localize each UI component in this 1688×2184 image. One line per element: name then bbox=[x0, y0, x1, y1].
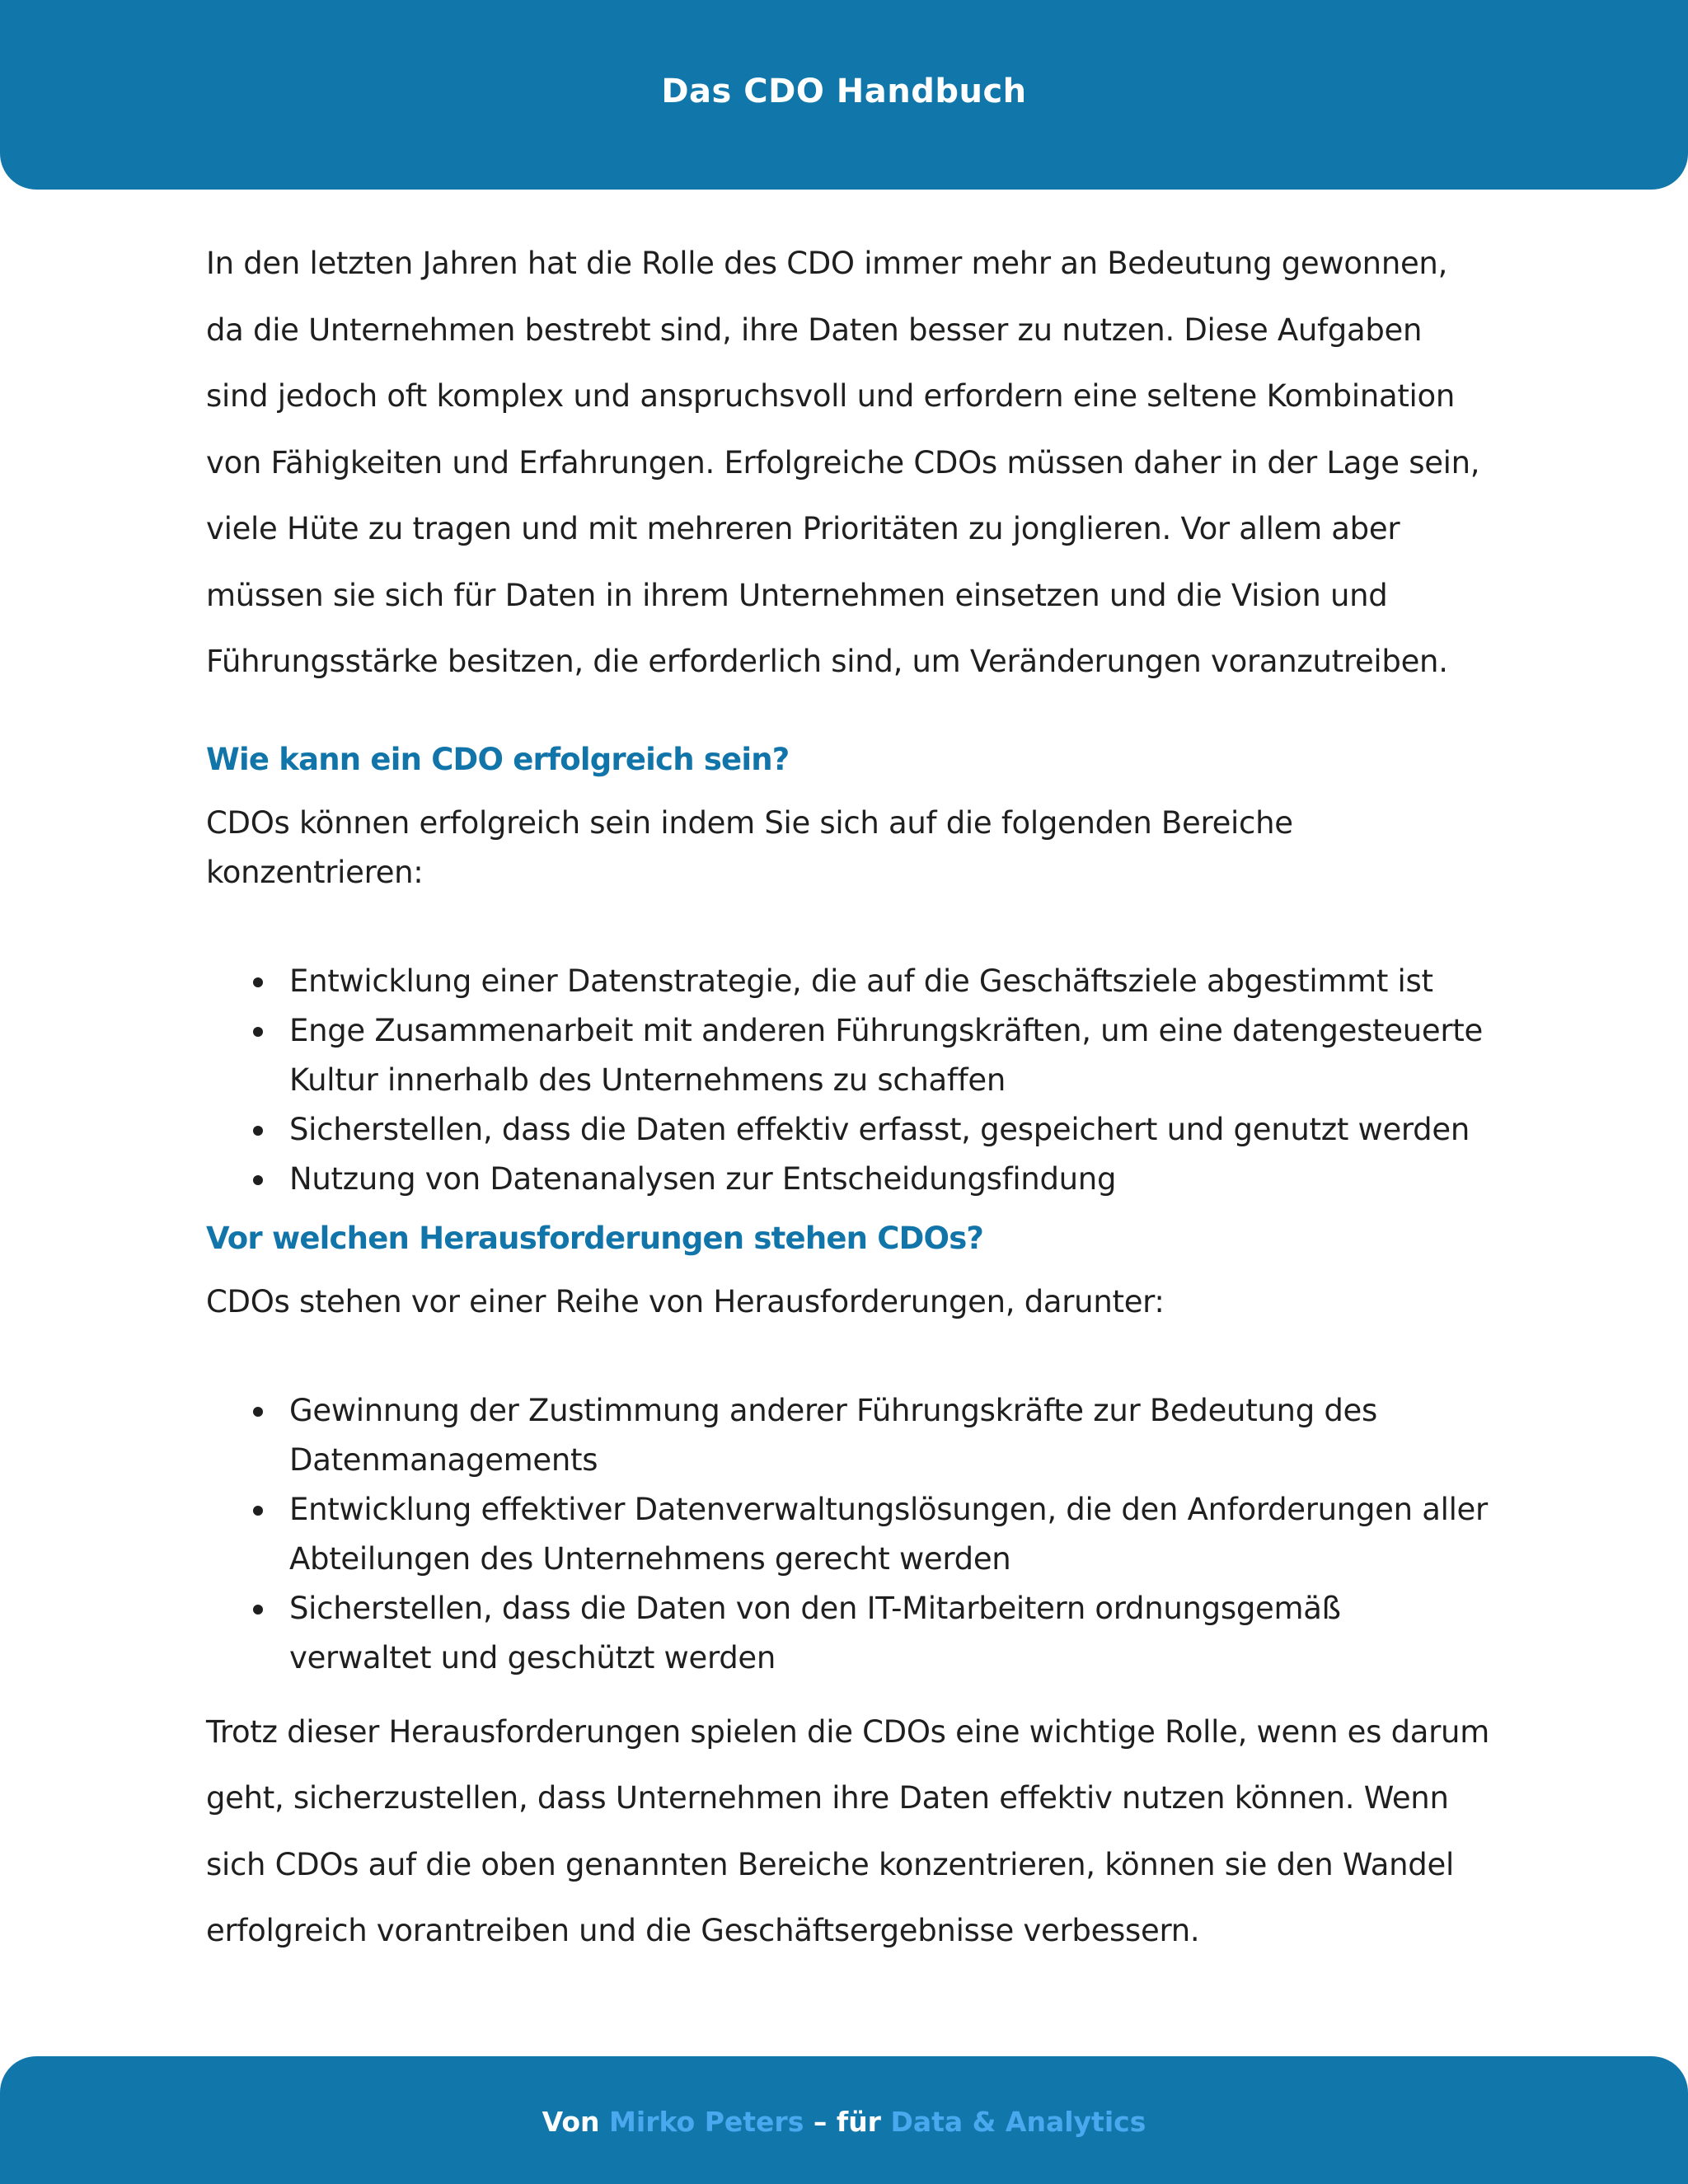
site-link[interactable]: Data & Analytics bbox=[890, 2106, 1146, 2138]
success-list bbox=[206, 957, 1492, 1204]
list-item: Entwicklung effektiver Datenverwaltungslösungen, die den Anforderungen aller Abteilungen des Unternehmens gerecht werden bbox=[206, 1485, 1492, 1584]
list-item: Sicherstellen, dass die Daten von den IT-Mitarbeitern ordnungsgemäß verwaltet und geschützt werden bbox=[206, 1584, 1492, 1683]
conclusion-paragraph: Trotz dieser Herausforderungen spielen die CDOs eine wichtige Rolle, wenn es darum geht, sicherzustellen, dass Unternehmen ihre Daten effektiv nutzen können. Wenn sich CDOs auf die oben genannten Bereiche konzentrieren, können sie den Wandel erfolgreich vorantreiben und die Geschäftsergebnisse verbessern. bbox=[206, 1713, 1489, 1948]
footer-separator: – für bbox=[813, 2106, 881, 2138]
challenges-list bbox=[206, 1386, 1492, 1683]
author-link[interactable]: Mirko Peters bbox=[609, 2106, 804, 2138]
section-lead-challenges: CDOs stehen vor einer Reihe von Herausforderungen, darunter: bbox=[206, 1283, 1165, 1319]
list-item: Entwicklung einer Datenstrategie, die auf die Geschäftsziele abgestimmt ist bbox=[206, 957, 1492, 1006]
section-heading-success: Wie kann ein CDO erfolgreich sein? bbox=[206, 741, 790, 777]
footer-credit bbox=[0, 2106, 1688, 2138]
list-item: Sicherstellen, dass die Daten effektiv erfasst, gespeichert und genutzt werden bbox=[206, 1105, 1492, 1155]
footer-prefix: Von bbox=[542, 2106, 600, 2138]
list-item: Gewinnung der Zustimmung anderer Führungskräfte zur Bedeutung des Datenmanagements bbox=[206, 1386, 1492, 1485]
article-body bbox=[206, 231, 1492, 1965]
list-item: Nutzung von Datenanalysen zur Entscheidungsfindung bbox=[206, 1155, 1492, 1204]
section-heading-challenges: Vor welchen Herausforderungen stehen CDOs? bbox=[206, 1220, 984, 1256]
section-lead-success: CDOs können erfolgreich sein indem Sie sich auf die folgenden Bereiche konzentrieren: bbox=[206, 804, 1293, 890]
page-title: Das CDO Handbuch bbox=[661, 73, 1027, 110]
intro-paragraph: In den letzten Jahren hat die Rolle des CDO immer mehr an Bedeutung gewonnen, da die Unternehmen bestrebt sind, ihre Daten besser zu nutzen. Diese Aufgaben sind jedoch oft komplex und anspruchsvoll und erfordern eine seltene Kombination von Fähigkeiten und Erfahrungen. Erfolgreiche CDOs müssen daher in der Lage sein, viele Hüte zu tragen und mit mehreren Prioritäten zu jonglieren. Vor allem aber müssen sie sich für Daten in ihrem Unternehmen einsetzen und die Vision und Führungsstärke besitzen, die erforderlich sind, um Veränderungen voranzutreiben. bbox=[206, 246, 1480, 679]
list-item: Enge Zusammenarbeit mit anderen Führungskräften, um eine datengesteuerte Kultur innerhalb des Unternehmens zu schaffen bbox=[206, 1006, 1492, 1105]
